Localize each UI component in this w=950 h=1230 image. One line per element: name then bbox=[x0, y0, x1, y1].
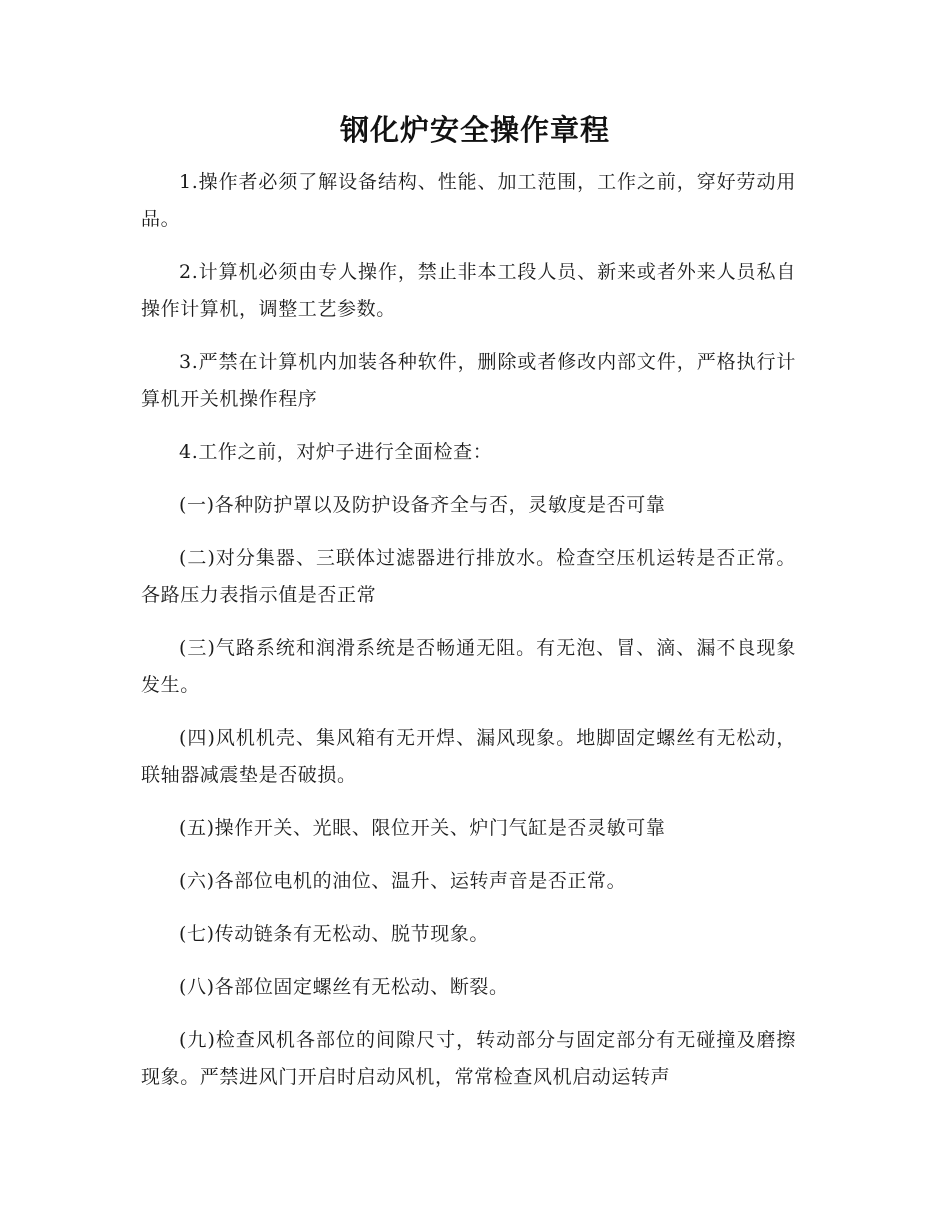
page-title: 钢化炉安全操作章程 bbox=[339, 113, 610, 147]
checklist-item-5: (五)操作开关、光眼、限位开关、炉门气缸是否灵敏可靠 bbox=[179, 817, 666, 839]
checklist-item-9: (九)检查风机各部位的间隙尺寸，转动部分与固定部分有无碰撞及磨擦现象。严禁进风门开启时启动风机，常常检查风机启动运转声 bbox=[141, 1029, 796, 1088]
paragraph-2: 2.计算机必须由专人操作，禁止非本工段人员、新来或者外来人员私自操作计算机，调整工艺参数。 bbox=[141, 261, 796, 320]
checklist-item-7: (七)传动链条有无松动、脱节现象。 bbox=[179, 923, 490, 945]
document-body bbox=[141, 164, 796, 1112]
paragraph-3: 3.严禁在计算机内加装各种软件，删除或者修改内部文件，严格执行计算机开关机操作程序 bbox=[141, 351, 796, 410]
paragraph-4: 4.工作之前，对炉子进行全面检查： bbox=[179, 441, 493, 463]
checklist-item-2: (二)对分集器、三联体过滤器进行排放水。检查空压机运转是否正常。各路压力表指示值是否正常 bbox=[141, 547, 796, 606]
checklist-item-1: (一)各种防护罩以及防护设备齐全与否，灵敏度是否可靠 bbox=[179, 494, 666, 516]
checklist-item-8: (八)各部位固定螺丝有无松动、断裂。 bbox=[179, 976, 509, 998]
checklist-item-3: (三)气路系统和润滑系统是否畅通无阻。有无泡、冒、滴、漏不良现象发生。 bbox=[141, 637, 796, 696]
checklist-item-6: (六)各部位电机的油位、温升、运转声音是否正常。 bbox=[179, 870, 627, 892]
paragraph-1: 1.操作者必须了解设备结构、性能、加工范围，工作之前，穿好劳动用品。 bbox=[141, 171, 796, 230]
checklist-item-4: (四)风机机壳、集风箱有无开焊、漏风现象。地脚固定螺丝有无松动，联轴器减震垫是否破损。 bbox=[141, 727, 796, 786]
